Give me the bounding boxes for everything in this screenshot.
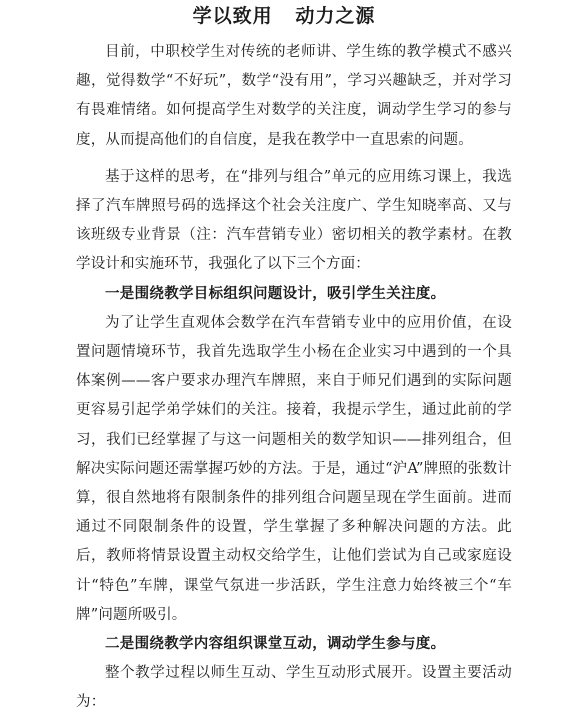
document-body <box>76 38 512 718</box>
paragraph-section-1: 为了让学生直观体会数学在汽车营销专业中的应用价值，在设置问题情境环节，我首先选取学生小杨在企业实习中遇到的一个具体案例——客户要求办理汽车牌照，来自于师兄们遇到的实际问题更容易引起学弟学妹们的关注。接着，我提示学生，通过此前的学习，我们已经掌握了与这一问题相关的数学知识——排列组合，但解决实际问题还需掌握巧妙的方法。于是，通过“沪A”牌照的张数计算，很自然地将有限制条件的排列组合问题呈现在学生面前。进而通过不同限制条件的设置，学生掌握了多种解决问题的方法。此后，教师将情景设置主动权交给学生，让他们尝试为自己或家庭设计“特色”车牌，课堂气氛进一步活跃，学生注意力始终被三个“车牌”问题所吸引。 <box>76 314 512 623</box>
paragraph-intro: 目前，中职校学生对传统的老师讲、学生练的教学模式不感兴趣，觉得数学“不好玩”，数学“没有用”，学习兴趣缺乏，并对学习有畏难情绪。如何提高学生对数学的关注度，调动学生学习的参与度，从而提高他们的自信度，是我在教学中一直思索的问题。 <box>76 44 512 148</box>
paragraph-gap <box>76 155 512 163</box>
page-title: 学以致用 动力之源 <box>192 5 376 27</box>
paragraph-section-2: 整个教学过程以师生互动、学生互动形式展开。设置主要活动为： <box>76 665 512 711</box>
section-heading-1: 一是围绕教学目标组织问题设计，吸引学生关注度。 <box>105 285 446 302</box>
section-heading-2: 二是围绕教学内容组织课堂互动，调动学生参与度。 <box>105 636 446 653</box>
paragraph-materials: 基于这样的思考，在“排列与组合”单元的应用练习课上，我选择了汽车牌照号码的选择这个社会关注度广、学生知晓率高、又与该班级专业背景（注：汽车营销专业）密切相关的教学素材。在教学设计和实施环节，我强化了以下三个方面： <box>76 168 512 273</box>
